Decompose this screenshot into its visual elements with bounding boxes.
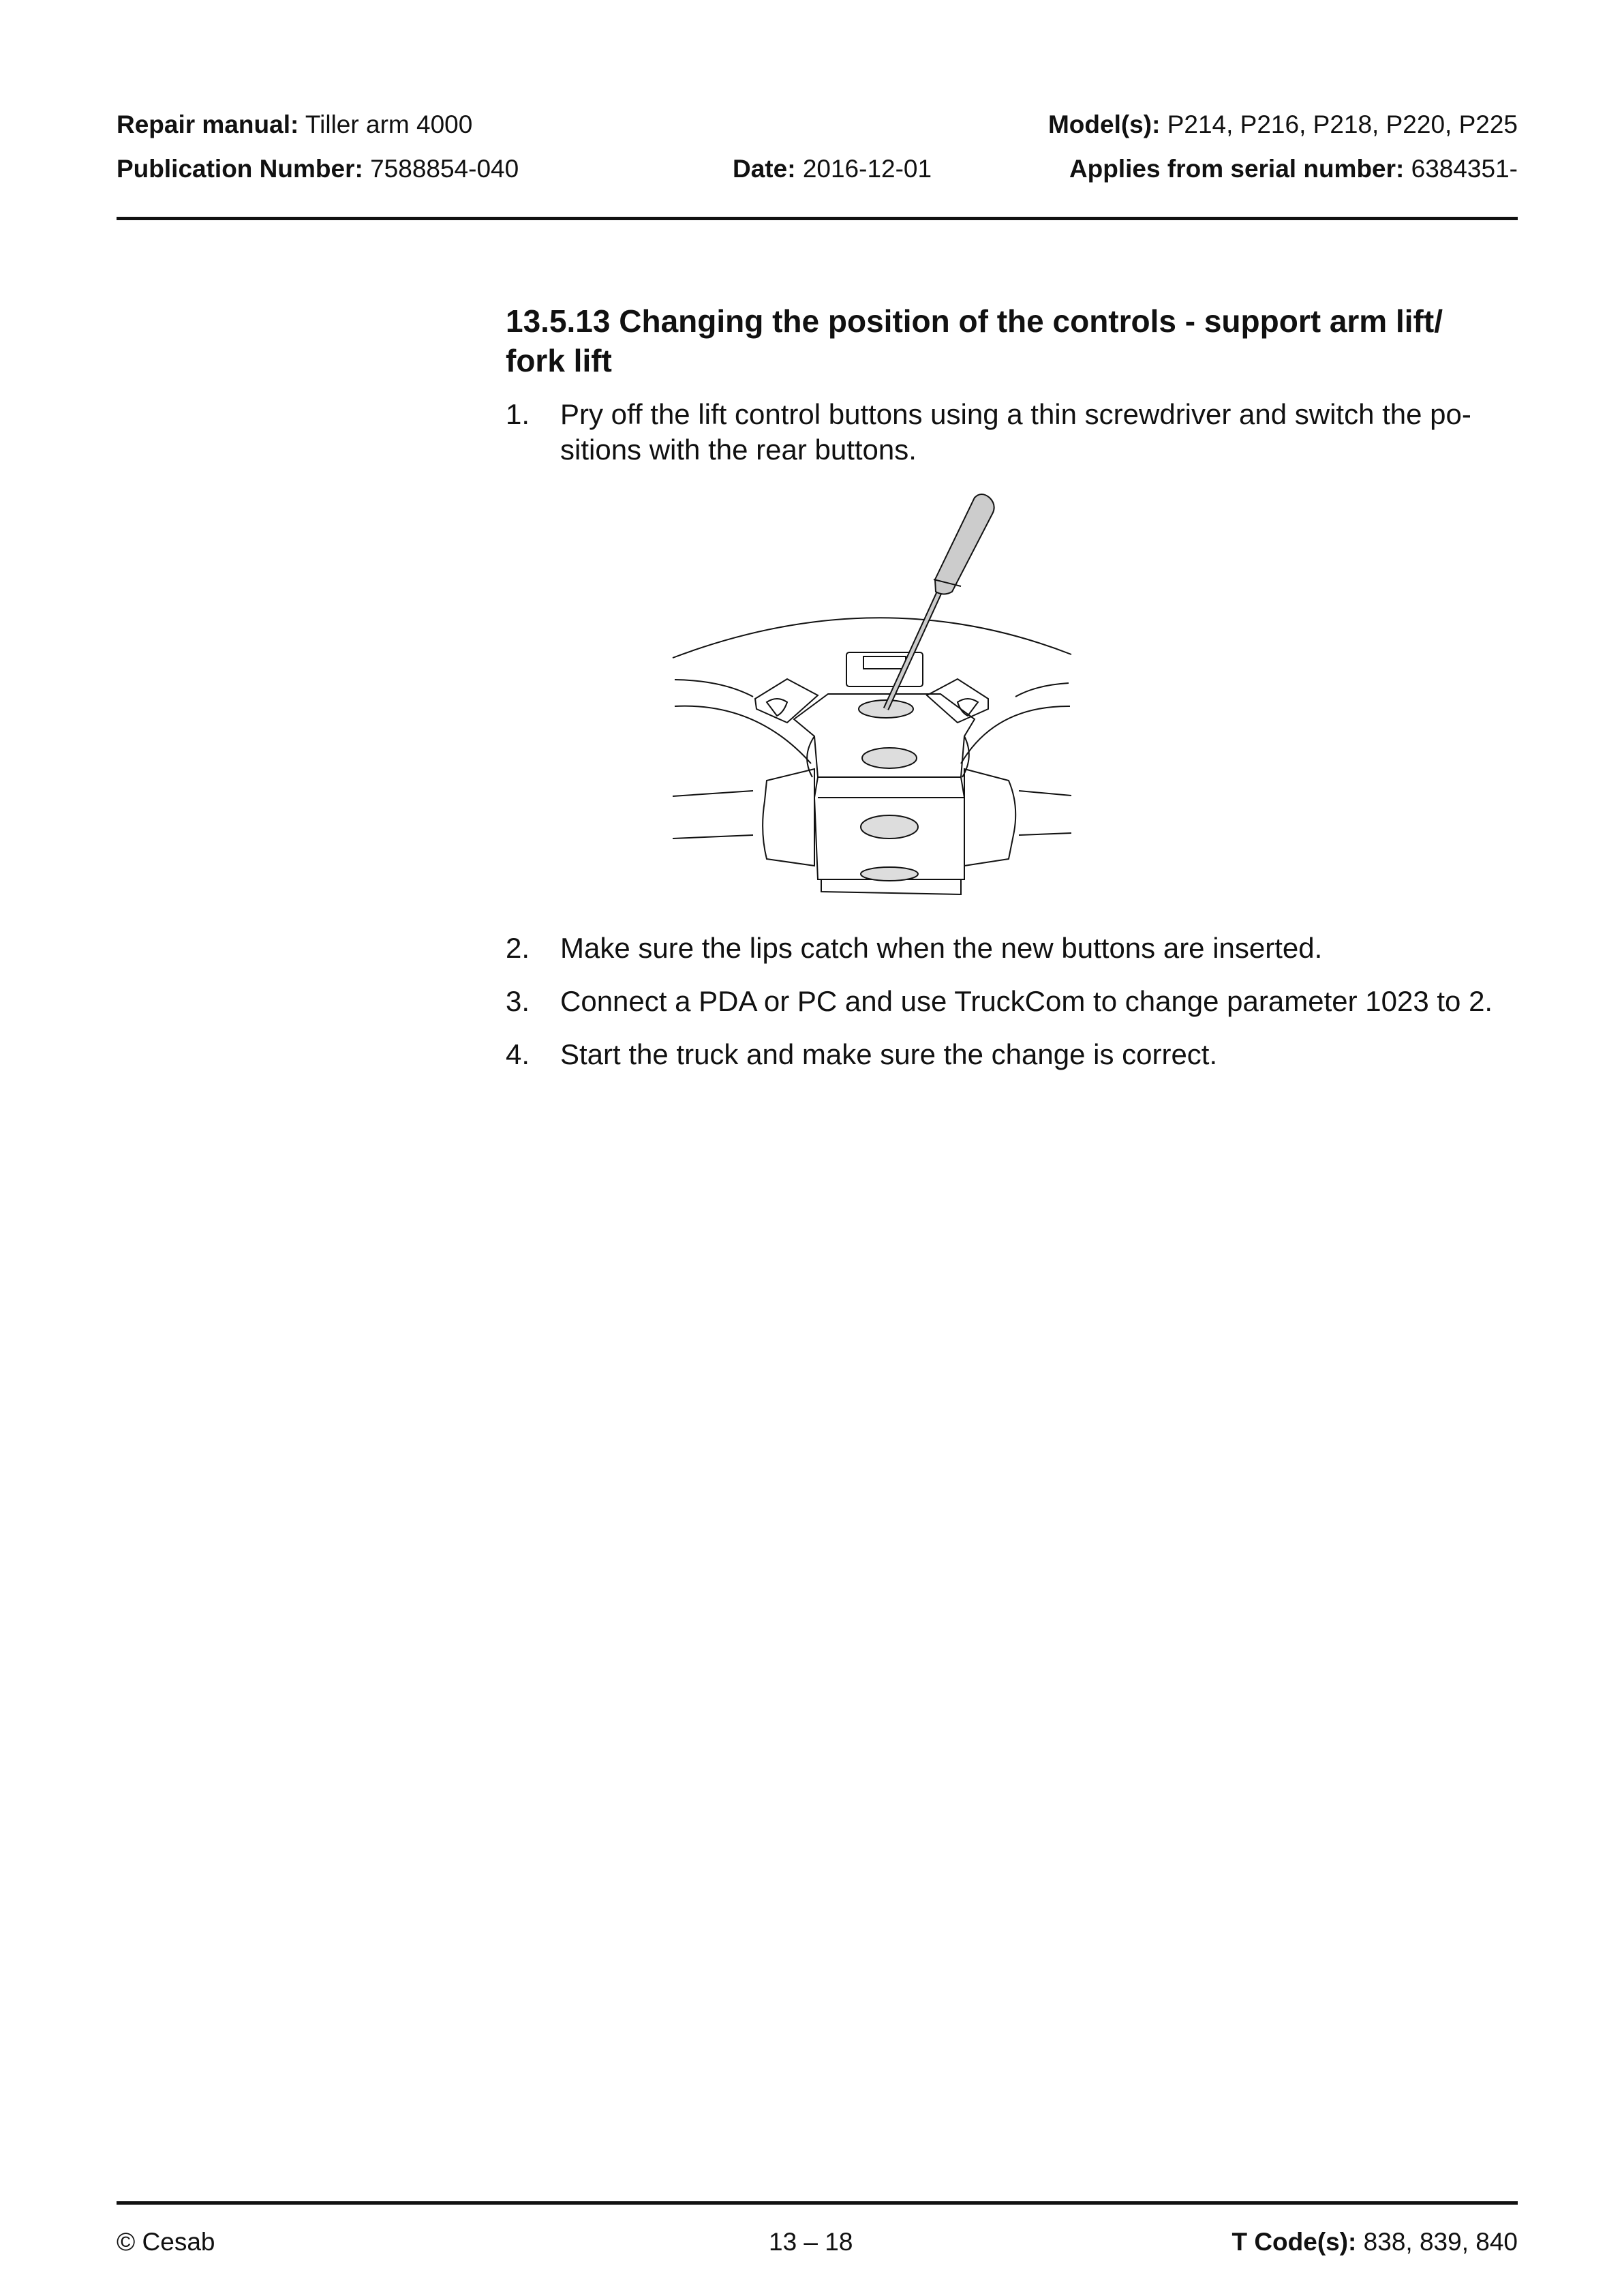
models-label: Model(s): bbox=[1047, 110, 1161, 138]
publication-number bbox=[117, 155, 519, 183]
date bbox=[733, 155, 932, 183]
step-text: Connect a PDA or PC and use TruckCom to change parameter 1023 to 2. bbox=[560, 985, 1493, 1017]
copyright: © Cesab bbox=[117, 2228, 215, 2256]
models-value: P214, P216, P218, P220, P225 bbox=[1167, 110, 1518, 138]
repair-manual-label: Repair manual: bbox=[117, 110, 299, 138]
step-1 bbox=[506, 397, 1528, 472]
tiller-arm-screwdriver-illustration bbox=[654, 477, 1090, 920]
serial-number bbox=[1069, 155, 1518, 183]
step-number: 2. bbox=[506, 932, 530, 964]
serial-label: Applies from serial number: bbox=[1069, 155, 1405, 183]
step-text bbox=[560, 397, 1521, 468]
date-value: 2016-12-01 bbox=[802, 155, 932, 183]
step-text-line: Pry off the lift control buttons using a thin screwdriver and switch the po- bbox=[560, 398, 1471, 430]
models bbox=[1048, 110, 1518, 139]
step-text: Make sure the lips catch when the new buttons are inserted. bbox=[560, 932, 1323, 964]
serial-value: 6384351- bbox=[1411, 155, 1518, 183]
t-codes bbox=[1231, 2228, 1518, 2256]
t-codes-label: T Code(s): bbox=[1231, 2228, 1357, 2256]
header-divider bbox=[117, 217, 1518, 220]
publication-label: Publication Number: bbox=[117, 155, 363, 183]
footer-divider bbox=[117, 2201, 1518, 2205]
repair-manual-value: Tiller arm 4000 bbox=[305, 110, 473, 138]
step-number: 3. bbox=[506, 985, 530, 1017]
step-text: Start the truck and make sure the change is correct. bbox=[560, 1038, 1218, 1070]
page-number: 13 – 18 bbox=[769, 2228, 853, 2256]
t-codes-value: 838, 839, 840 bbox=[1363, 2228, 1518, 2256]
section-title-line2: fork lift bbox=[506, 343, 612, 378]
publication-value: 7588854-040 bbox=[370, 155, 519, 183]
date-label: Date: bbox=[733, 155, 796, 183]
section-title-line1: 13.5.13 Changing the position of the controls - support arm lift/ bbox=[506, 303, 1443, 339]
section-title bbox=[506, 301, 1528, 380]
repair-manual bbox=[117, 110, 472, 139]
step-number: 1. bbox=[506, 398, 530, 430]
step-text-line: sitions with the rear buttons. bbox=[560, 434, 917, 466]
step-number: 4. bbox=[506, 1038, 530, 1070]
